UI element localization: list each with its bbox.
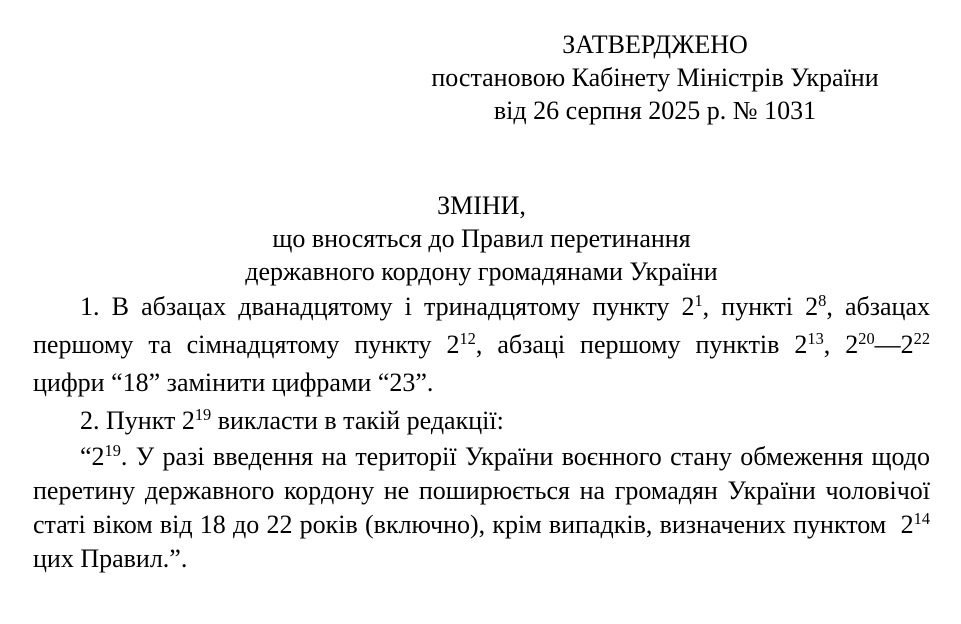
paragraph-1: 1. В абзацах дванадцятому і тринадцятому пункту $2^1$, пункті $2^8$, абзацах першому та сімнадцятому пункту $2^{12}$, абзаці першому пунктів $2^{13}$, $2^{20}—2^{22}$ цифри “18” замінити цифрами “23”. (33, 291, 930, 397)
document-title (33, 189, 930, 288)
paragraph-2: 2. Пункт $2^{19}$ викласти в такій редакції: (80, 405, 504, 435)
title-line-2: що вносяться до Правил перетинання (272, 224, 691, 253)
title-line-3: державного кордону громадянами України (245, 257, 718, 286)
paragraph-3: “$2^{19}$. У разі введення на території України воєнного стану обмеження щодо перетину державного кордону не поширюється на громадян України чоловічої статі віком від 18 до 22 років (включно), крім випадків, визначених пунктом $2^{14}$ цих Правил.”. (33, 441, 930, 573)
approval-line-date-number: від 26 серпня 2025 р. № 1031 (493, 96, 817, 125)
approval-block (405, 28, 905, 127)
approval-line-authority: постановою Кабінету Міністрів України (431, 63, 879, 92)
approval-line-approved: ЗАТВЕРДЖЕНО (562, 30, 748, 59)
title-line-1: ЗМІНИ, (437, 191, 526, 220)
